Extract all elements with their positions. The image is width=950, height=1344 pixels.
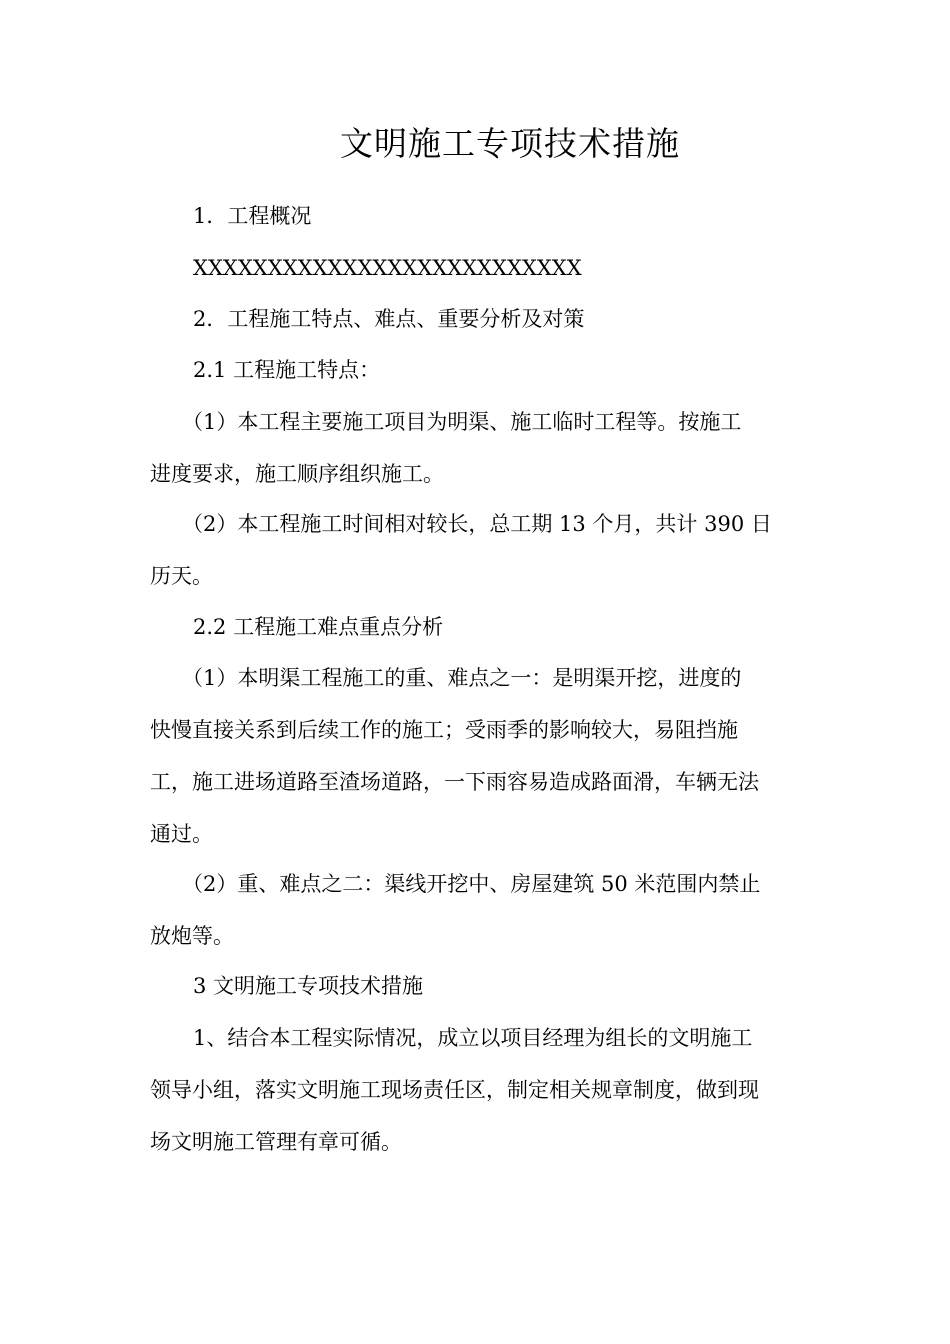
- section-heading-3: 3 文明施工专项技术措施: [193, 974, 424, 998]
- paragraph-line: （2）重、难点之二：渠线开挖中、房屋建筑 50 米范围内禁止: [182, 872, 761, 896]
- paragraph-line: 快慢直接关系到后续工作的施工；受雨季的影响较大，易阻挡施: [150, 718, 738, 742]
- paragraph-feature-1: [150, 396, 810, 500]
- paragraph-line: 历天。: [150, 564, 213, 588]
- document-title: 文明施工专项技术措施: [340, 124, 680, 163]
- paragraph-line: 进度要求，施工顺序组织施工。: [150, 462, 444, 486]
- paragraph-feature-2: [150, 498, 810, 602]
- paragraph-line: 1、结合本工程实际情况，成立以项目经理为组长的文明施工: [193, 1026, 753, 1050]
- paragraph-difficulty-1: [150, 652, 810, 860]
- paragraph-difficulty-2: [150, 858, 810, 962]
- section-heading-1: 1．工程概况: [193, 204, 312, 228]
- project-overview-text: XXXXXXXXXXXXXXXXXXXXXXXXXX: [193, 256, 582, 280]
- paragraph-line: 场文明施工管理有章可循。: [150, 1130, 402, 1154]
- paragraph-line: 领导小组，落实文明施工现场责任区，制定相关规章制度，做到现: [150, 1078, 759, 1102]
- paragraph-line: （2）本工程施工时间相对较长，总工期 13 个月，共计 390 日: [182, 512, 772, 536]
- section-heading-2: 2．工程施工特点、难点、重要分析及对策: [193, 307, 585, 331]
- paragraph-line: 通过。: [150, 822, 213, 846]
- subsection-heading-2-1: 2.1 工程施工特点：: [193, 358, 381, 382]
- paragraph-line: 工，施工进场道路至渣场道路，一下雨容易造成路面滑，车辆无法: [150, 770, 759, 794]
- paragraph-line: （1）本明渠工程施工的重、难点之一：是明渠开挖，进度的: [182, 666, 742, 690]
- subsection-heading-2-2: 2.2 工程施工难点重点分析: [193, 615, 444, 639]
- paragraph-line: 放炮等。: [150, 924, 234, 948]
- paragraph-line: （1）本工程主要施工项目为明渠、施工临时工程等。按施工: [182, 410, 742, 434]
- paragraph-measure-1: [150, 1012, 810, 1168]
